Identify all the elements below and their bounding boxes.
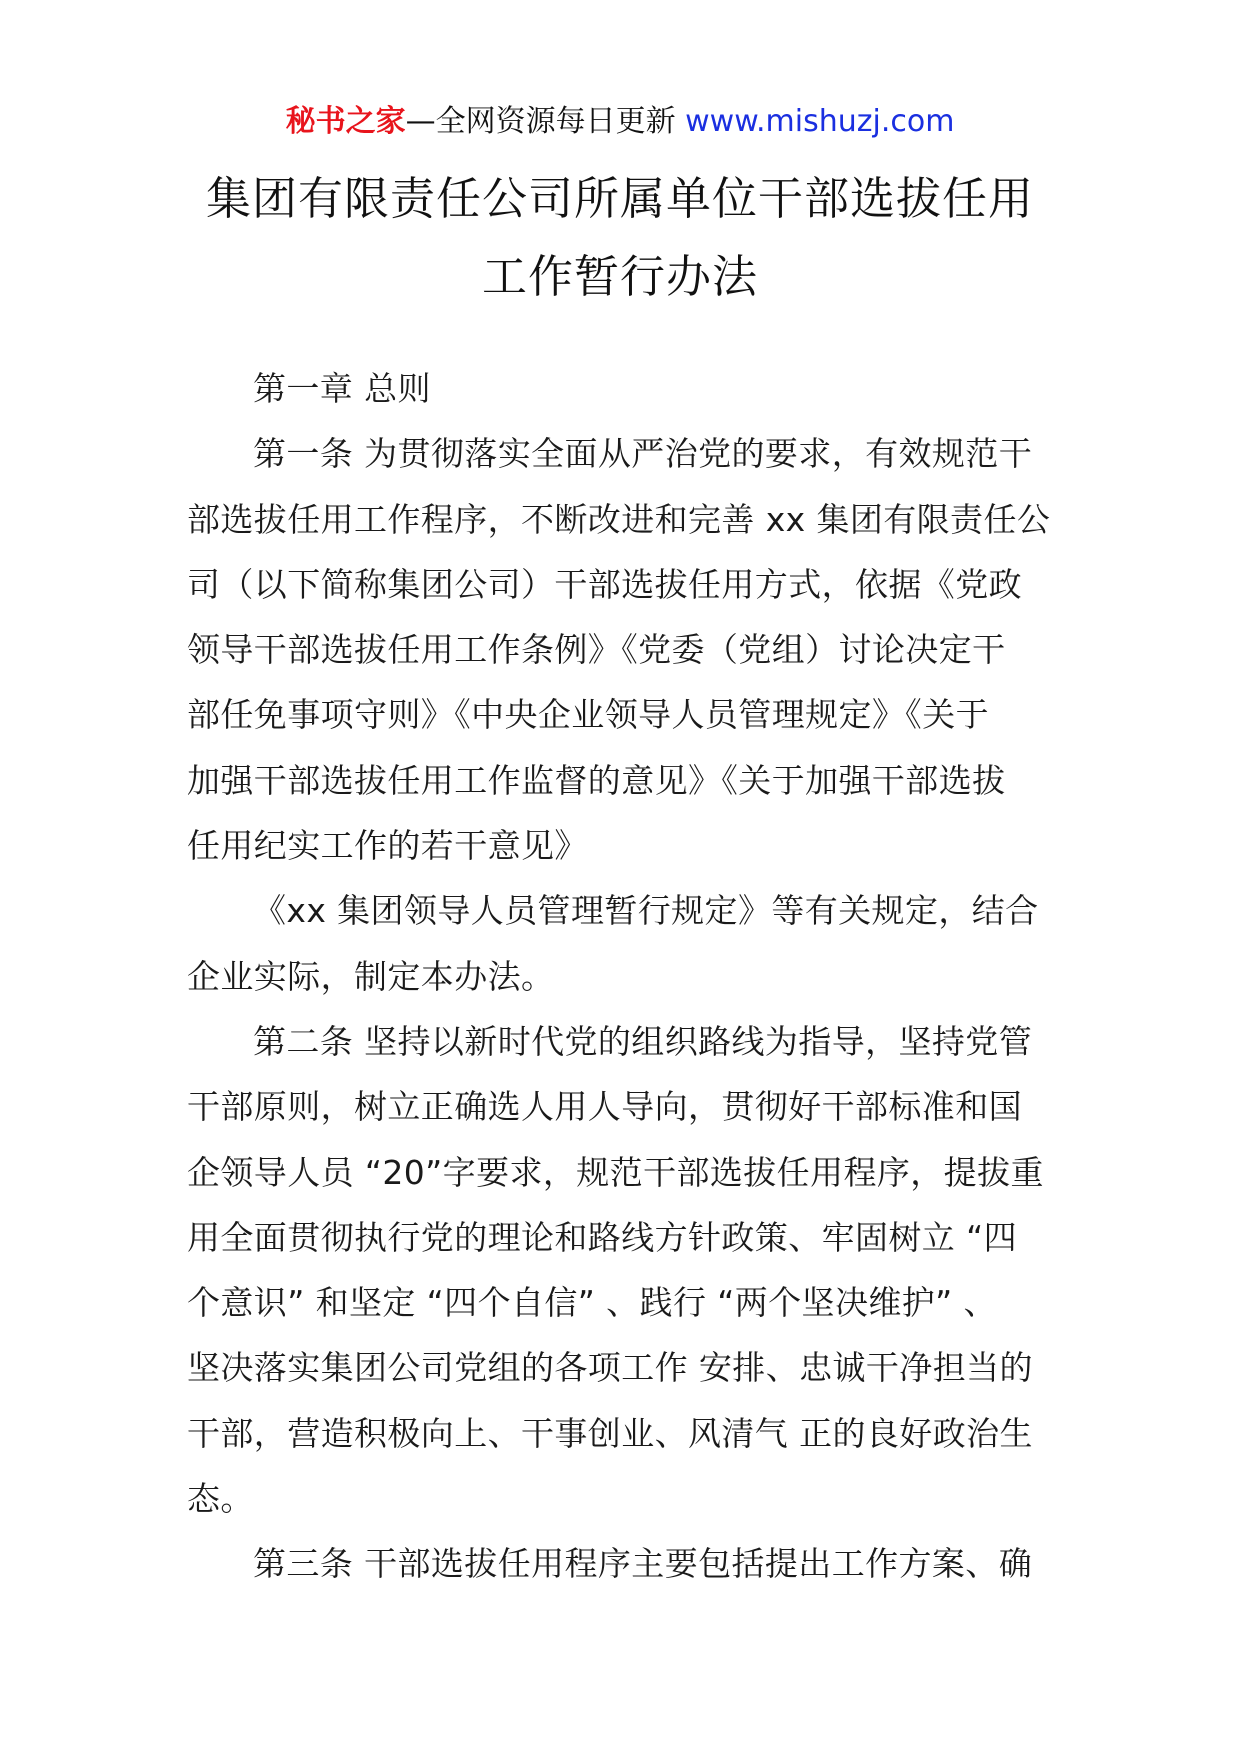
article-1-line: 第一条 为贯彻落实全面从严治党的要求，有效规范干 — [253, 434, 1033, 474]
chapter-heading: 第一章 总则 — [253, 369, 431, 408]
brand-name: 秘书之家 — [285, 104, 406, 139]
article-2-line: 企领导人员 “20”字要求，规范干部选拔任用程序，提拔重 — [187, 1152, 1044, 1192]
article-1-line: 司（以下简称集团公司）干部选拔任用方式，依据《党政 — [187, 564, 1022, 604]
article-3-line: 第三条 干部选拔任用程序主要包括提出工作方案、确 — [253, 1544, 1033, 1584]
article-2-line: 干部原则，树立正确选人用人导向，贯彻好干部标准和国 — [187, 1087, 1022, 1127]
article-1-line: 部任免事项守则》《中央企业领导人员管理规定》《关于 — [187, 695, 989, 735]
site-header — [0, 100, 1240, 144]
article-2-line: 坚决落实集团公司党组的各项工作 安排、忠诚干净担当的 — [187, 1348, 1033, 1388]
title-line: 集团有限责任公司所属单位干部选拔任用 — [205, 172, 1034, 225]
header-slogan: —全网资源每日更新 — [405, 104, 686, 139]
article-2-line: 态。 — [187, 1479, 254, 1519]
article-1-cont-line: 《xx 集团领导人员管理暂行规定》等有关规定，结合 — [253, 891, 1039, 931]
article-1-line: 加强干部选拔任用工作监督的意见》《关于加强干部选拔 — [187, 760, 1006, 800]
article-2-line: 第二条 坚持以新时代党的组织路线为指导，坚持党管 — [253, 1021, 1033, 1061]
article-1-line: 任用纪实工作的若干意见》 — [187, 826, 588, 866]
article-2-line: 干部，营造积极向上、干事创业、风清气 正的良好政治生 — [187, 1413, 1033, 1453]
title-line: 工作暂行办法 — [481, 250, 758, 303]
article-1-cont-line: 企业实际，制定本办法。 — [187, 956, 555, 996]
article-2-line: 用全面贯彻执行党的理论和路线方针政策、牢固树立 “四 — [187, 1217, 1017, 1257]
site-url-link[interactable]: www.mishuzj.com — [685, 104, 955, 139]
document-title — [120, 160, 1120, 316]
article-2-line: 个意识” 和坚定 “四个自信” 、践行 “两个坚决维护” 、 — [187, 1283, 997, 1323]
article-1-line: 部选拔任用工作程序，不断改进和完善 xx 集团有限责任公 — [187, 499, 1051, 539]
document-body — [187, 356, 1055, 1597]
article-1-line: 领导干部选拔任用工作条例》《党委（党组）讨论决定干 — [187, 630, 1006, 670]
